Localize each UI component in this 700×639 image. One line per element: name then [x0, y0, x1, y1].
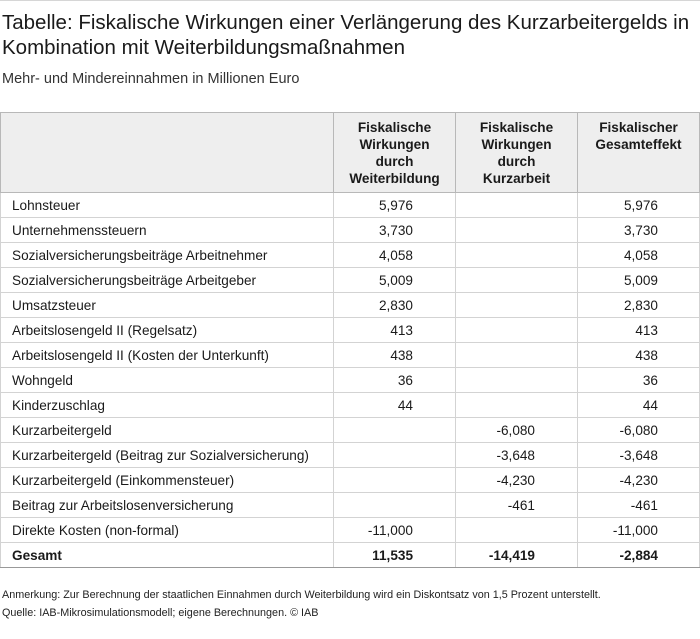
cell-kurzarbeit: [456, 293, 578, 318]
row-label: Kurzarbeitergeld (Einkommensteuer): [1, 468, 334, 493]
cell-kurzarbeit: [456, 218, 578, 243]
cell-weiterbildung: -11,000: [334, 518, 456, 543]
row-label: Sozialversicherungsbeiträge Arbeitgeber: [1, 268, 334, 293]
row-label: Direkte Kosten (non-formal): [1, 518, 334, 543]
cell-weiterbildung: 36: [334, 368, 456, 393]
cell-gesamteffekt: -3,648: [578, 443, 700, 468]
table-row: [1, 468, 700, 493]
column-header-weiterbildung: Fiskalische Wirkungen durch Weiterbildung: [334, 113, 456, 193]
cell-kurzarbeit: [456, 268, 578, 293]
row-label: Sozialversicherungsbeiträge Arbeitnehmer: [1, 243, 334, 268]
column-header-gesamteffekt: Fiskalischer Gesamteffekt: [578, 113, 700, 193]
row-label: Wohngeld: [1, 368, 334, 393]
table-row: [1, 343, 700, 368]
cell-gesamteffekt: -4,230: [578, 468, 700, 493]
cell-weiterbildung: 3,730: [334, 218, 456, 243]
cell-weiterbildung: 5,976: [334, 193, 456, 218]
table-row: [1, 518, 700, 543]
cell-gesamteffekt: 438: [578, 343, 700, 368]
table-row: [1, 293, 700, 318]
table-row: [1, 268, 700, 293]
cell-kurzarbeit: [456, 368, 578, 393]
cell-weiterbildung: 11,535: [334, 543, 456, 568]
row-label: Kinderzuschlag: [1, 393, 334, 418]
cell-kurzarbeit: [456, 518, 578, 543]
cell-kurzarbeit: -4,230: [456, 468, 578, 493]
cell-gesamteffekt: 3,730: [578, 218, 700, 243]
cell-weiterbildung: 2,830: [334, 293, 456, 318]
table-body: [1, 193, 700, 568]
cell-gesamteffekt: 4,058: [578, 243, 700, 268]
cell-gesamteffekt: 36: [578, 368, 700, 393]
column-header-label: [1, 113, 334, 193]
cell-kurzarbeit: [456, 393, 578, 418]
cell-kurzarbeit: -14,419: [456, 543, 578, 568]
table-row: [1, 193, 700, 218]
cell-gesamteffekt: -11,000: [578, 518, 700, 543]
cell-weiterbildung: 4,058: [334, 243, 456, 268]
cell-gesamteffekt: -461: [578, 493, 700, 518]
row-label: Umsatzsteuer: [1, 293, 334, 318]
table-header-row: [1, 113, 700, 193]
cell-kurzarbeit: -461: [456, 493, 578, 518]
cell-gesamteffekt: 44: [578, 393, 700, 418]
table-total-row: [1, 543, 700, 568]
table-row: [1, 418, 700, 443]
page-title: Tabelle: Fiskalische Wirkungen einer Verlängerung des Kurzarbeitergelds in Kombination mit Weiterbildungsmaßnahmen: [2, 11, 690, 59]
cell-kurzarbeit: [456, 318, 578, 343]
row-label: Gesamt: [1, 543, 334, 568]
cell-kurzarbeit: -6,080: [456, 418, 578, 443]
table-row: [1, 318, 700, 343]
cell-gesamteffekt: 5,976: [578, 193, 700, 218]
cell-gesamteffekt: -2,884: [578, 543, 700, 568]
cell-kurzarbeit: [456, 343, 578, 368]
cell-weiterbildung: [334, 418, 456, 443]
cell-kurzarbeit: [456, 243, 578, 268]
top-rule: [0, 0, 700, 1]
table-row: [1, 368, 700, 393]
table-annotation: Anmerkung: Zur Berechnung der staatlichen Einnahmen durch Weiterbildung wird ein Diskontsatz von 1,5 Prozent unterstellt.: [2, 589, 601, 601]
cell-weiterbildung: 44: [334, 393, 456, 418]
row-label: Lohnsteuer: [1, 193, 334, 218]
cell-kurzarbeit: [456, 193, 578, 218]
row-label: Kurzarbeitergeld (Beitrag zur Sozialversicherung): [1, 443, 334, 468]
table-row: [1, 493, 700, 518]
cell-weiterbildung: [334, 468, 456, 493]
cell-weiterbildung: 413: [334, 318, 456, 343]
cell-gesamteffekt: 2,830: [578, 293, 700, 318]
column-header-kurzarbeit: Fiskalische Wirkungen durch Kurzarbeit: [456, 113, 578, 193]
row-label: Arbeitslosengeld II (Kosten der Unterkunft): [1, 343, 334, 368]
cell-weiterbildung: 438: [334, 343, 456, 368]
cell-gesamteffekt: 413: [578, 318, 700, 343]
table-row: [1, 443, 700, 468]
row-label: Kurzarbeitergeld: [1, 418, 334, 443]
row-label: Beitrag zur Arbeitslosenversicherung: [1, 493, 334, 518]
fiscal-effects-table: [0, 112, 700, 568]
table-row: [1, 393, 700, 418]
cell-weiterbildung: [334, 493, 456, 518]
table-row: [1, 243, 700, 268]
cell-kurzarbeit: -3,648: [456, 443, 578, 468]
row-label: Unternehmenssteuern: [1, 218, 334, 243]
cell-gesamteffekt: -6,080: [578, 418, 700, 443]
cell-weiterbildung: [334, 443, 456, 468]
table-source: Quelle: IAB-Mikrosimulationsmodell; eigene Berechnungen. © IAB: [2, 607, 319, 619]
page-subtitle: Mehr- und Mindereinnahmen in Millionen Euro: [2, 71, 300, 87]
table-row: [1, 218, 700, 243]
cell-gesamteffekt: 5,009: [578, 268, 700, 293]
row-label: Arbeitslosengeld II (Regelsatz): [1, 318, 334, 343]
cell-weiterbildung: 5,009: [334, 268, 456, 293]
